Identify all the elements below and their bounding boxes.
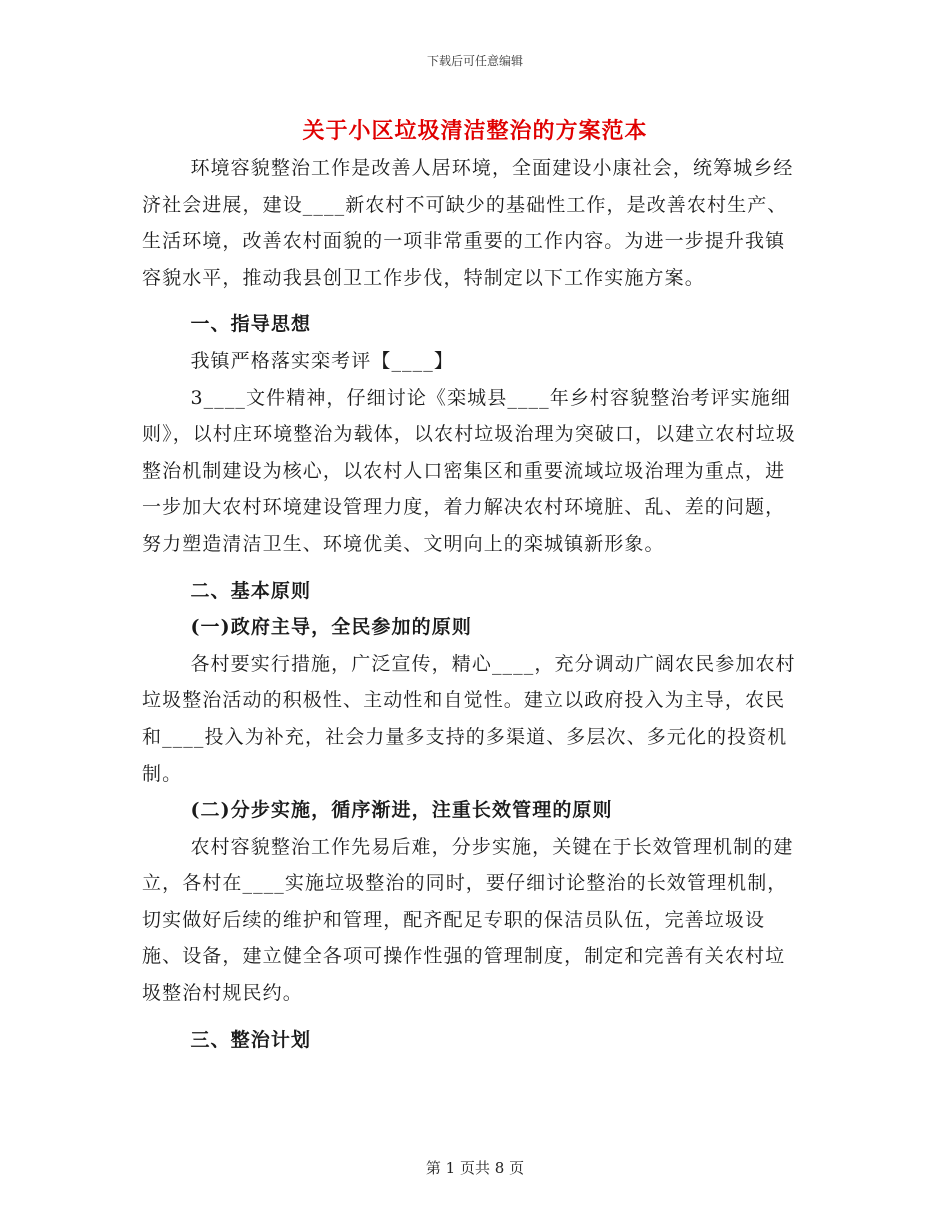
section-heading-rectification-plan: 三、整治计划 (190, 1028, 312, 1051)
intro-paragraph: 环境容貌整治工作是改善人居环境，全面建设小康社会，统筹城乡经济社会进展，建设____新农村不可缺少的基础性工作，是改善农村生产、生活环境，改善农村面貌的一项非常重要的工作内容。为进一步提升我镇容貌水平，推动我县创卫工作步伐，特制定以下工作实施方案。 (142, 157, 794, 289)
subsection-heading-government-led: (一)政府主导，全民参加的原则 (190, 616, 472, 639)
document-title: 关于小区垃圾清洁整治的方案范本 (302, 118, 648, 144)
body-paragraph: 农村容貌整治工作先易后难，分步实施，关键在于长效管理机制的建立，各村在____实施垃圾整治的同时，要仔细讨论整治的长效管理机制，切实做好后续的维护和管理，配齐配足专职的保洁员队伍，完善垃圾设施、设备，建立健全各项可操作性强的管理制度，制定和完善有关农村垃圾整治村规民约。 (142, 835, 794, 1005)
body-paragraph: 我镇严格落实栾考评【____】 (190, 349, 454, 372)
body-paragraph: 各村要实行措施，广泛宣传，精心____，充分调动广阔农民参加农村垃圾整治活动的积极性、主动性和自觉性。建立以政府投入为主导，农民和____投入为补充，社会力量多支持的多渠道、多层次、多元化的投资机制。 (142, 652, 796, 785)
document-body (142, 150, 802, 1058)
page-header: 下载后可任意编辑 (426, 54, 523, 68)
page-footer: 第 1 页共 8 页 (425, 1159, 525, 1177)
section-heading-basic-principles: 二、基本原则 (190, 579, 312, 602)
subsection-heading-step-by-step: (二)分步实施，循序渐进，注重长效管理的原则 (190, 799, 613, 822)
body-paragraph: 3____文件精神，仔细讨论《栾城县____年乡村容貌整治考评实施细则》，以村庄环境整治为载体，以农村垃圾治理为突破口，以建立农村垃圾整治机制建设为核心，以农村人口密集区和重要流域垃圾治理为重点，进一步加大农村环境建设管理力度，着力解决农村环境脏、乱、差的问题，努力塑造清洁卫生、环境优美、文明向上的栾城镇新形象。 (142, 386, 796, 555)
section-heading-guiding-ideology: 一、指导思想 (190, 313, 312, 336)
